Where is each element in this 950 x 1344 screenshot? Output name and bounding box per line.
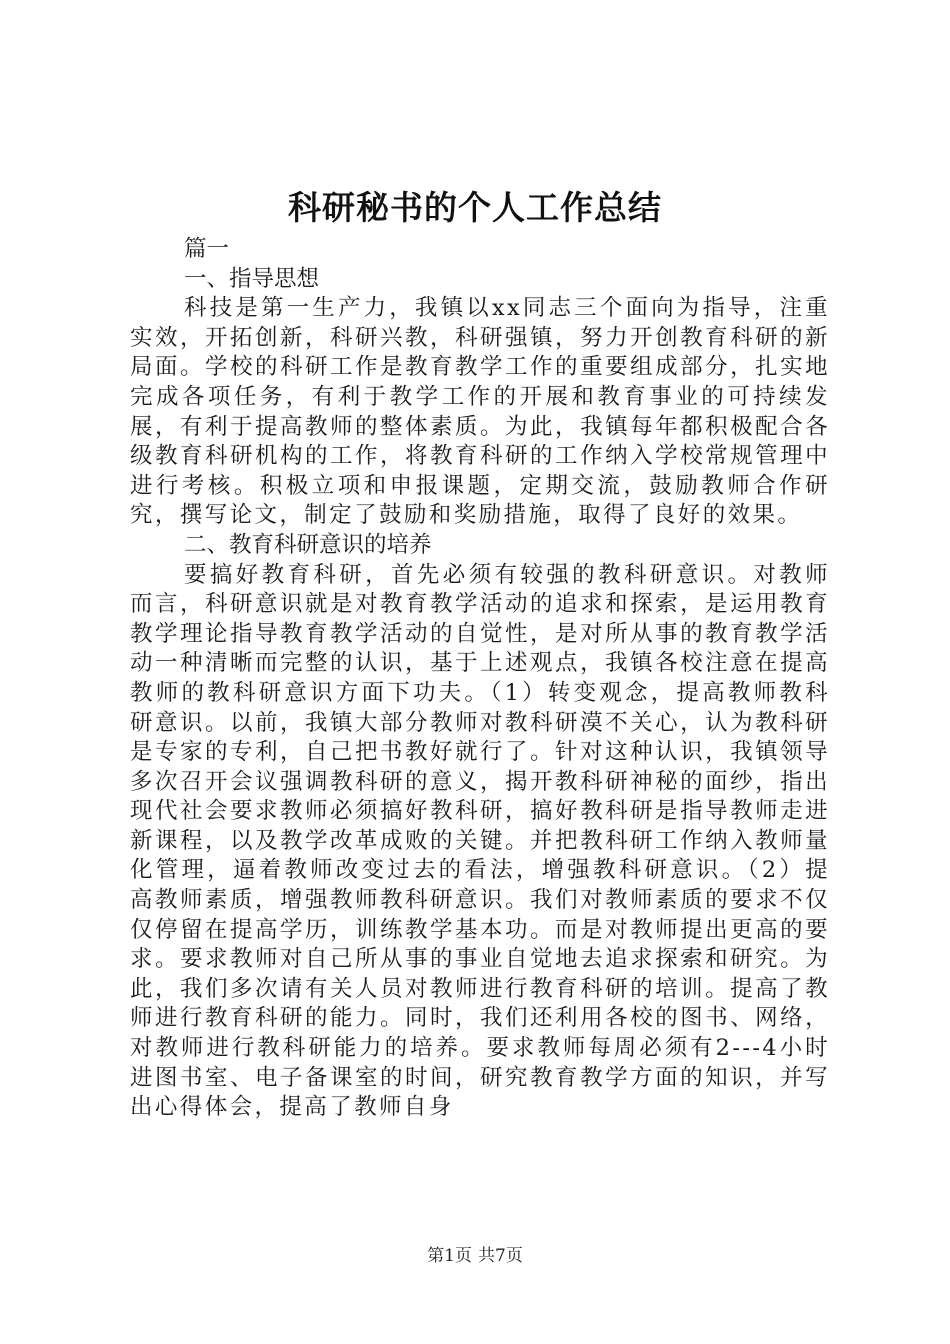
document-title: 科研秘书的个人工作总结 [288,188,662,227]
page-total: 共7页 [478,1246,523,1266]
section-paragraph-guiding-ideology: 科技是第一生产力，我镇以xx同志三个面向为指导，注重实效，开拓创新，科研兴教，科研强镇，努力开创教育科研的新局面。学校的科研工作是教育教学工作的重要组成部分，扎实地完成各项任务，有利于教学工作的开展和教育事业的可持续发展，有利于提高教师的整体素质。为此，我镇每年都积极配合各级教育科研机构的工作，将教育科研的工作纳入学校常规管理中进行考核。积极立项和申报课题，定期交流，鼓励教师合作研究，撰写论文，制定了鼓励和奖励措施，取得了良好的效果。 [130,295,830,529]
document-body [130,235,830,1123]
section-heading-guiding-ideology: 一、指导思想 [184,265,320,292]
section-paragraph-research-awareness: 要搞好教育科研，首先必须有较强的教科研意识。对教师而言，科研意识就是对教育教学活动的追求和探索，是运用教育教学理论指导教育教学活动的自觉性，是对所从事的教育教学活动一种清晰而完整的认识，基于上述观点，我镇各校注意在提高教师的教科研意识方面下功夫。（1）转变观念，提高教师教科研意识。以前，我镇大部分教师对教科研漠不关心，认为教科研是专家的专利，自己把书教好就行了。针对这种认识，我镇领导多次召开会议强调教科研的意义，揭开教科研神秘的面纱，指出现代社会要求教师必须搞好教科研，搞好教科研是指导教师走进新课程，以及教学改革成败的关键。并把教科研工作纳入教师量化管理，逼着教师改变过去的看法，增强教科研意识。（2）提高教师素质，增强教师教科研意识。我们对教师素质的要求不仅仅停留在提高学历，训练教学基本功。而是对教师提出更高的要求。要求教师对自己所从事的事业自觉地去追求探索和研究。为此，我们多次请有关人员对教师进行教育科研的培训。提高了教师进行教育科研的能力。同时，我们还利用各校的图书、网络，对教师进行教科研能力的培养。要求教师每周必须有2---4小时进图书室、电子备课室的时间，研究教育教学方面的知识，并写出心得体会，提高了教师自身 [130,561,830,1121]
page-number: 第1页 [427,1246,472,1266]
part-label: 篇一 [184,236,230,262]
page-footer [0,1244,950,1268]
section-heading-research-awareness: 二、教育科研意识的培养 [184,531,432,558]
